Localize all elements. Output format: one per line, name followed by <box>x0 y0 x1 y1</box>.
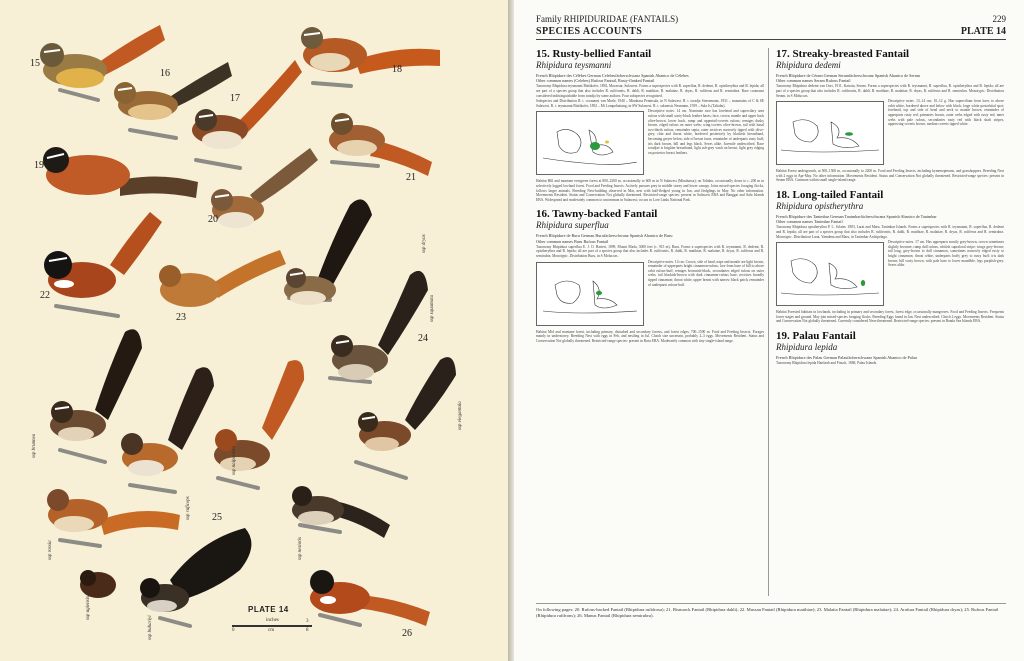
following-pages-note: On following pages: 20. Rufous-backed Fantail (Rhipidura rufidorsa); 21. Bismarck Fantail (Rhipidura dahli); 22. Mussau Fantail (Rhipidura matthiae); 23. Malaita Fantail (Rhipidura malaitae); 24. Arafura Fantail (Rhipidura dryas); 25. Rufous Fantail (Rhipidura rufifrons); 26. Manus Fantail (Rhipidura semirubra). <box>536 603 1006 619</box>
species-accounts-page <box>514 0 1024 661</box>
species-account-16 <box>536 208 764 343</box>
species-subspecies: Subspecies and Distribution R. t. coomansi van Marle, 1940 – Minahasa Peninsula, in N Sulawesi. R. t. toradja Stresemann, 1931 – mountains of C & SE Sulawesi. R. t. teysmanni Büttikofer, 1892 – Mt Lompobattang, in SW Sulawesi. R. t. sulaensis Neumann, 1939 – Sula Is (Taliabu). <box>536 99 764 108</box>
plate-label: PLATE 14 <box>248 605 289 614</box>
subspecies-label: ssp rossia <box>48 540 53 560</box>
species-taxonomy: Taxonomy Rhipidura superflua E. J. O. Hartert, 1899, Mount Mada, 3000 feet (c. 915 m), Buru. Forms a superspecies with R. teysmanni, R. dedemi, R. opistherythra and R. lepida; all are part of a species group that also includes R. rufifrontis, R. dahli, R. matthiae, R. malaitae, R. dryas, R. rufiferus and R. semirubra. Monotypic. Distribution Buru, in S Moluccas. <box>536 244 764 258</box>
subspecies-label: ssp dryas <box>422 234 427 253</box>
species-title: 19. Palau Fantail <box>776 329 856 342</box>
species-habitat-status: Habitat Forest undergrowth, at 500–1500 m, occasionally to 2200 m. Food and Feeding Insects, including hymenopterans, and grasshoppers. Breeding Nest with 2 eggs in Apr-May. No other information. Movements Resident. Status and Conservation Not globally threatened. Restricted-range species: present in Seram EBA. Common within small single-island range. <box>776 169 1004 183</box>
species-taxonomy: Taxonomy Rhipidura teysmanni Büttikofer, 1892, Macassar, Sulawesi. Forms a superspecies with R. superflua, R. dedemi, R. opistherythra and R. lepida; all are part of a species group that also includes R. rufifrontis, R. dahli, R. matthiae, R. malaitae, R. dryas, R. rufiferus and R. semirubra. Race coomansi considered indistinguishable from toradja by some authors. Four subspecies recognized. <box>536 84 764 98</box>
column-right <box>776 48 1004 366</box>
species-names: French Rhipidure de Buru German Burufächerschwanz Spanish Abanico de Buru <box>536 233 673 239</box>
species-habitat-status: Habitat Forested habitats in lowlands, including in primary and secondary forest, forest edge, occasionally mangroves. Food and Feeding Insects. Frequents lower stages and ground. May join mixed-species foraging flocks. Breeding Eggs found in Jan. Nest undescribed. Clutch 2 eggs. Movements Resident. Status and Conservation Not globally threatened. Currently considered Near-threatened. Restricted-range species: present in Banda Sea Islands EBA. <box>776 310 1004 324</box>
subspecies-label: ssp squamata <box>430 294 435 322</box>
plate-birds-illustration <box>0 0 508 661</box>
page-number: 229 <box>992 14 1006 24</box>
species-habitat-status: Habitat Hill and montane evergreen forest at 800–2300 m, occasionally to 600 m in N Sulawesi (Minahassa); on Taliabu, occasionally down to c. 200 m in selectively logged lowland forest. Food and Feeding Insects. Actively pursues prey in middle storey and lower canopy. Joins mixed-species foraging flocks, follows larger animals. Breeding Nest-building observed in Mar, nest with half-fledged young in Jun, and fledglings in May. No other information. Movements Resident. Status and Conservation Not globally threatened. Restricted-range species: present in Sulawesi EBA and Banggai and Sula Islands EBA. Widespread and moderately common to uncommon in Sulawesi; occurs in Lore Lindu National Park. <box>536 179 764 202</box>
distribution-map <box>776 242 884 306</box>
plate-number: 17 <box>230 93 240 104</box>
species-scientific-name: Rhipidura lepida <box>776 341 838 352</box>
species-account-18 <box>776 189 1004 324</box>
column-left <box>536 48 764 343</box>
scale-line <box>232 625 312 627</box>
subspecies-label: ssp brunnea <box>32 433 37 458</box>
plate-number: 23 <box>176 312 186 323</box>
distribution-map <box>536 262 644 326</box>
subspecies-label: ssp naiparosta <box>232 445 237 475</box>
plate-reference: PLATE 14 <box>960 26 1006 37</box>
header-rule <box>536 39 1006 40</box>
plate-number: 25 <box>212 512 222 523</box>
species-other-names: Other common names (Celebes) Rufous Fantail, Rusty-flanked Fantail <box>536 78 655 84</box>
species-names: French Rhipidure de Céram German Seramfächerschwanz Spanish Abanico de Seram <box>776 73 920 78</box>
species-other-names: Other common names Buru Rufous Fantail <box>536 238 609 244</box>
scale-max-label: 3 <box>306 619 309 624</box>
plate-number: 16 <box>160 68 170 79</box>
species-account-17 <box>776 48 1004 183</box>
species-description: Descriptive notes. 14 cm. Nominate race has forehead and supercilary area rufous with small sooty-black feather bases; face, crown, mantle and upper back olive-brown, lower back, rump and uppertail-coverts rufous; remiges dusky brown, edged rufous on outer webs; wing-coverts olive-brown, tail with basal two-thirds rufous, remainder sepia, outer rectrices narrowly tipped with olive-grey, chin and throat white, bordered posteriorly by blackish breastband, becoming greyer below, side of breast fawn, remainder of underparts rusty buff; iris dark brown, bill and legs black. Sexes alike. Juvenile undescribed. Race toradjae is brighter breastband, light ash-grey wash on breast, light grey edging on posterior breast feathers. <box>648 109 764 155</box>
species-description: Descriptive notes. 13–14 cm; 10–12 g. Has supercilium from lores to above orbit white, bordered above and below with black; large white postorbital spot; forehead, top and side of head and neck to mantle brown, remainder of upperparts rusty red; primaries brown, outer webs edged with rusty red, inner webs with pale rufous, secondaries rusty red with black shaft stripes, upperwing-coverts brown, median coverts tipped white. <box>888 99 1004 127</box>
scale-zero-label: 0 <box>232 628 235 633</box>
species-taxonomy: Taxonomy Rhipidura lepida Hartlaub and Finsch, 1868, Palau Islands. <box>776 361 878 366</box>
subspecies-label: ssp nesiotis <box>298 537 303 560</box>
subspecies-label: ssp elegantula <box>458 401 463 430</box>
species-description: Descriptive notes. 17 cm. Has upperparts mostly grey-brown, crown sometimes slightly browner, rump dull rufous, whitish supraloral stripe; wings grey-brown; tail long, grey-brown to dull cinnamon, sometimes narrowly edged rusty to bright cinnamon; throat white, underparts buffy grey to rusty buff; iris dark brown; bill sooty brown, with pale base to lower mandible, legs purplish-grey. Sexes alike. <box>888 240 1004 268</box>
species-scientific-name: Rhipidura superflua <box>536 220 609 231</box>
plate-number: 22 <box>40 290 50 301</box>
species-taxonomy: Taxonomy Rhipidura dedemi van Oort, 1911, Kairatu, Seram. Forms a superspecies with R. teysmanni, R. superflua, R. opistherythra and R. lepida; all are part of a species group that also includes R. rufifrontis, R. dahli, R. matthiae, R. malaitae, R. dryas, R. rufiferus and R. semirubra. Monotypic. Distribution Seram, in S Moluccas. <box>776 84 1004 98</box>
species-description: Descriptive notes. 14 cm. Crown, side of head, nape and mantle are light brown, remainder of upperparts bright cinnamon-rufous; lore from base of bill to above orbit rufous-buff; remiges brownish-black, secondaries edged rufous on outer webs; tail blackish-brown with dark cinnamon-rufous base, rectrices broadly tipped cinnamon; throat white, upper breast with narrow black patch, remainder of underparts rufous-buff. <box>648 259 764 287</box>
species-title: 17. Streaky-breasted Fantail <box>776 48 910 60</box>
species-account-15 <box>536 48 764 202</box>
plate-number: 24 <box>418 333 428 344</box>
species-other-names: Other common names Tanimbar Fantail <box>776 219 843 225</box>
column-divider <box>768 48 769 596</box>
plate-number: 18 <box>392 64 402 75</box>
species-scientific-name: Rhipidura opistherythra <box>776 200 864 211</box>
species-other-names: Other common names Seram Rufous Fantail <box>776 78 851 84</box>
species-scientific-name: Rhipidura teysmanni <box>536 60 612 70</box>
plate-number: 21 <box>406 172 416 183</box>
species-scientific-name: Rhipidura dedemi <box>776 60 841 70</box>
plate-illustration-page <box>0 0 508 661</box>
plate-number: 20 <box>208 214 218 225</box>
species-title: 18. Long-tailed Fantail <box>776 188 884 201</box>
plate-number: 19 <box>34 160 44 171</box>
scale-cm-max-label: 8 <box>306 628 309 633</box>
subspecies-label: ssp ruficeps <box>186 496 191 520</box>
plate-number: 15 <box>30 58 40 69</box>
species-names: French Rhipidure des Palau German Palaufächerschwanz Spanish Abanico de Palau <box>776 354 917 360</box>
species-title: 16. Tawny-backed Fantail <box>536 208 658 221</box>
species-title: 15. Rusty-bellied Fantail <box>536 48 652 60</box>
species-taxonomy: Taxonomy Rhipidura opistherythra P. L. Sclater, 1883, Larat and Maru, Tanimbar Islands. Forms a superspecies with R. teysmanni, R. superflua, R. dedemi and R. lepida; all are part of a species group that also includes R. rufifrontis, R. dahli, R. matthiae, R. malaitae, R. dryas, R. rufiferus and R. semirubra. Monotypic. Distribution Larat, Yamdena and Maru, in Tanimbar Archipelago. <box>776 225 1004 239</box>
subspecies-label: ssp ugiensis <box>86 595 91 620</box>
distribution-map <box>776 101 884 165</box>
family-title: Family RHIPIDURIDAE (FANTAILS) <box>536 14 679 24</box>
species-names: French Rhipidure des Tanimbar German Tanimbarfächerschwanz Spanish Abanico de Tanimbar <box>776 213 937 219</box>
species-account-19 <box>776 330 1004 366</box>
scale-cm-label: cm <box>268 628 275 633</box>
species-habitat-status: Habitat Mid and montane forest, including primary, disturbed and secondary forests, and forest edges, 700–1500 m. Food and Feeding Insects. Forages mainly in understorey. Breeding Nest with eggs in Feb, and nestling in Jul. Clutch size uncertain, probably 2–3 eggs. Movements Resident. Status and Conservation Not globally threatened. Restricted-range species: present in Buru EBA. Moderately common with tiny single-island range. <box>536 329 764 343</box>
section-title: SPECIES ACCOUNTS <box>536 26 643 37</box>
species-names: French Rhipidure des Célèbes German Celebesfächerschwanz Spanish Abanico de Célebes <box>536 73 689 78</box>
subspecies-label: ssp buhariyi <box>148 615 153 640</box>
distribution-map <box>536 111 644 175</box>
plate-number: 26 <box>402 628 412 639</box>
scale-inches-label: inches <box>266 618 279 623</box>
